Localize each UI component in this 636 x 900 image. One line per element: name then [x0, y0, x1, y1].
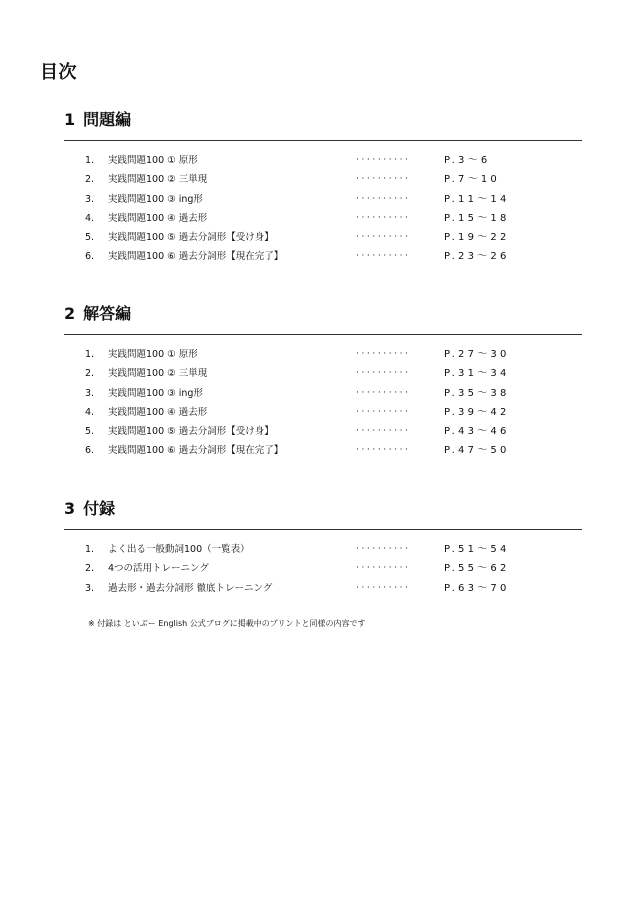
section-furoku: [64, 497, 582, 598]
toc-entry[interactable]: [64, 403, 582, 422]
toc-list: [64, 345, 582, 461]
toc-list: [64, 540, 582, 598]
toc-entry[interactable]: [64, 247, 582, 266]
entry-leader-dots: ··········: [356, 563, 411, 574]
entry-leader-dots: ··········: [356, 426, 411, 437]
toc-entry[interactable]: [64, 559, 582, 578]
entry-label: 実践問題100 ② 三単現: [108, 174, 208, 186]
entry-page-range: P.19～22: [444, 232, 510, 244]
entry-leader-dots: ··········: [356, 445, 411, 456]
section-heading: [64, 497, 582, 521]
entry-page-range: P.31～34: [444, 368, 510, 380]
section-title: 問題編: [83, 110, 132, 129]
entry-label: 実践問題100 ④ 過去形: [108, 406, 208, 418]
entry-page-range: P.27～30: [444, 349, 510, 360]
entry-label: 実践問題100 ⑤ 過去分詞形【受け身】: [108, 426, 274, 438]
toc-entry[interactable]: [64, 579, 582, 598]
entry-label: 実践問題100 ⑥ 過去分詞形【現在完了】: [108, 445, 284, 457]
toc-entry[interactable]: [64, 345, 582, 364]
page-title: 目次: [40, 62, 77, 83]
entry-page-range: P.11～14: [444, 193, 510, 205]
section-title: 付録: [83, 499, 116, 518]
entry-number: 6.: [85, 445, 95, 457]
entry-number: 2.: [85, 563, 95, 575]
entry-leader-dots: ··········: [356, 251, 411, 262]
entry-label: 実践問題100 ③ ing形: [108, 387, 203, 399]
entry-number: 5.: [85, 426, 95, 438]
entry-number: 4.: [85, 406, 95, 418]
entry-page-range: P.35～38: [444, 387, 510, 399]
entry-leader-dots: ··········: [356, 544, 411, 554]
section-divider: [64, 140, 582, 141]
entry-number: 1.: [85, 155, 95, 166]
entry-number: 5.: [85, 232, 95, 244]
entry-leader-dots: ··········: [356, 155, 411, 165]
entry-number: 4.: [85, 212, 95, 224]
toc-entry[interactable]: [64, 190, 582, 209]
entry-label: よく出る一般動詞100（一覧表）: [108, 544, 250, 555]
toc-entry[interactable]: [64, 151, 582, 170]
entry-page-range: P.3～6: [444, 155, 491, 166]
entry-number: 3.: [85, 387, 95, 399]
entry-number: 1.: [85, 349, 95, 360]
toc-entry[interactable]: [64, 441, 582, 460]
toc-entry[interactable]: [64, 228, 582, 247]
entry-label: 実践問題100 ② 三単現: [108, 368, 208, 380]
entry-page-range: P.55～62: [444, 563, 510, 575]
entry-number: 2.: [85, 174, 95, 186]
entry-label: 実践問題100 ⑤ 過去分詞形【受け身】: [108, 232, 274, 244]
entry-label: 実践問題100 ① 原形: [108, 155, 198, 166]
entry-leader-dots: ··········: [356, 174, 411, 185]
entry-page-range: P.43～46: [444, 426, 510, 438]
entry-leader-dots: ··········: [356, 368, 411, 379]
section-number: 1: [64, 110, 76, 129]
toc-entry[interactable]: [64, 170, 582, 189]
toc-entry[interactable]: [64, 422, 582, 441]
entry-label: 実践問題100 ③ ing形: [108, 193, 203, 205]
section-title: 解答編: [83, 304, 132, 323]
entry-leader-dots: ··········: [356, 232, 411, 243]
entry-label: 4つの活用トレーニング: [108, 563, 209, 575]
section-number: 2: [64, 304, 76, 323]
entry-page-range: P.51～54: [444, 544, 510, 555]
footnote: ※ 付録は といぶー English 公式ブログに掲載中のプリントと同様の内容です: [88, 619, 366, 628]
entry-page-range: P.7～10: [444, 174, 500, 186]
toc-list: [64, 151, 582, 267]
entry-leader-dots: ··········: [356, 349, 411, 359]
entry-number: 1.: [85, 544, 95, 555]
entry-label: 実践問題100 ⑥ 過去分詞形【現在完了】: [108, 251, 284, 263]
section-number: 3: [64, 499, 76, 518]
entry-page-range: P.39～42: [444, 406, 510, 418]
toc-entry[interactable]: [64, 384, 582, 403]
entry-leader-dots: ··········: [356, 212, 411, 223]
toc-entry[interactable]: [64, 209, 582, 228]
entry-page-range: P.47～50: [444, 445, 510, 457]
section-kaitou: [64, 302, 582, 461]
section-mondai: [64, 108, 582, 267]
entry-leader-dots: ··········: [356, 582, 411, 593]
section-divider: [64, 334, 582, 335]
section-heading: [64, 302, 582, 326]
entry-leader-dots: ··········: [356, 193, 411, 204]
entry-number: 6.: [85, 251, 95, 263]
entry-page-range: P.23～26: [444, 251, 510, 263]
entry-leader-dots: ··········: [356, 406, 411, 417]
entry-leader-dots: ··········: [356, 387, 411, 398]
entry-label: 過去形・過去分詞形 徹底トレーニング: [108, 582, 273, 594]
toc-entry[interactable]: [64, 364, 582, 383]
entry-label: 実践問題100 ④ 過去形: [108, 212, 208, 224]
toc-entry[interactable]: [64, 540, 582, 559]
entry-number: 2.: [85, 368, 95, 380]
entry-label: 実践問題100 ① 原形: [108, 349, 198, 360]
entry-page-range: P.15～18: [444, 212, 510, 224]
section-heading: [64, 108, 582, 132]
section-divider: [64, 529, 582, 530]
entry-number: 3.: [85, 193, 95, 205]
entry-page-range: P.63～70: [444, 582, 510, 594]
entry-number: 3.: [85, 582, 95, 594]
